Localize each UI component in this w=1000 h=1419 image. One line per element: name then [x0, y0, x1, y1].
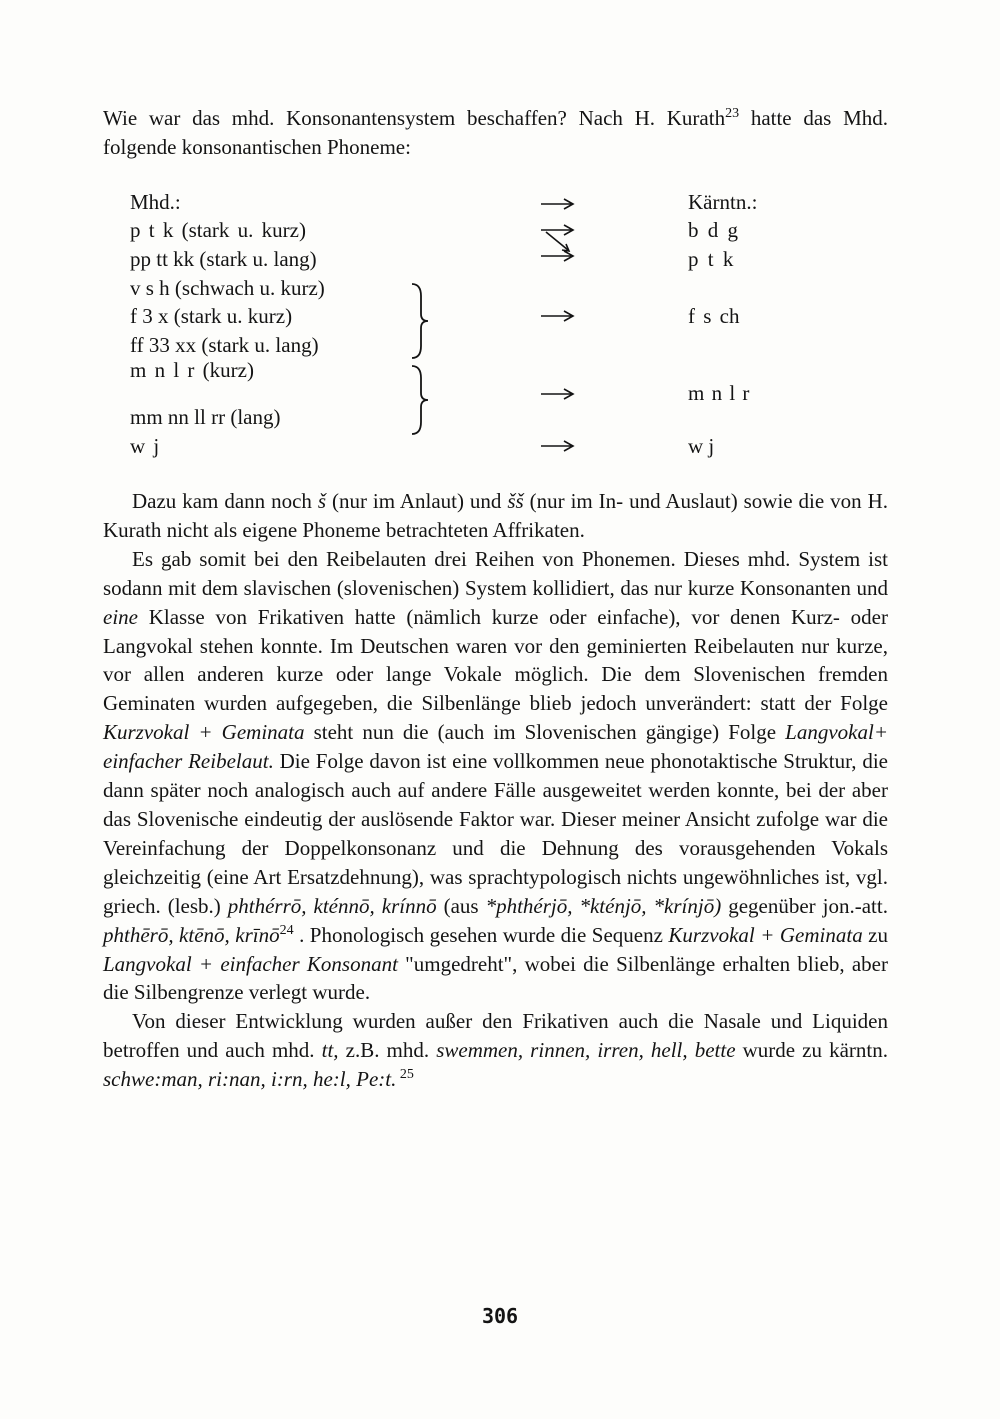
table-row-right: m n l r [688, 381, 750, 405]
text-run: Klasse von Frikativen hatte (nämlich kurze oder einfache), vor denen Kurz- oder Langvokal stehen konnte. Im Deutschen waren vor den geminierten Reibelauten nur kurze, vor allen anderen kurze oder lange Vokale möglich. Die dem Slovenischen fremden Geminaten wurden aufgegeben, die Silbenlänge blieb jedoch unverändert: statt der Folge [103, 604, 888, 716]
text-run: Von dieser Entwicklung wurden außer den Frikativen auch die Nasale und Liquiden betroffen und auch mhd. [103, 1009, 888, 1063]
text-run: (aus [436, 893, 486, 918]
arrow-right-icon [538, 436, 578, 456]
text-run: "umgedreht", wobei die Silbenlänge erhalten blieb, aber die Silbengrenze verlegt wurde. [103, 951, 888, 1005]
table-row-right: p t k [688, 247, 734, 271]
right-brace-icon [408, 282, 432, 360]
text-run: Dazu kam dann noch [132, 489, 318, 513]
table-row-left: p t k (stark u. kurz) [130, 218, 306, 242]
consonant-table [0, 0, 1000, 480]
text-run: phthérrō, kténnō, krínnō [227, 893, 437, 918]
text-run: šš [507, 489, 524, 513]
text-run: (nur im Anlaut) und [326, 489, 508, 513]
table-row-left: w j [130, 434, 160, 458]
text-run: Kurzvokal + Geminata [668, 922, 863, 947]
text-run: zu [862, 922, 888, 947]
text-run: (nur im In- und Auslaut) sowie die von H. Kurath nicht als eigene Phoneme betrachteten Affrikaten. [103, 489, 888, 542]
paragraph [103, 1007, 888, 1094]
paragraph [103, 487, 888, 545]
text-run: z.B. mhd. [338, 1038, 437, 1063]
intro-text-a: Wie war das mhd. Konsonantensystem beschaffen? Nach H. Kurath [103, 106, 726, 130]
table-row-left: v s h (schwach u. kurz) [130, 276, 325, 300]
table-row-left: m n l r (kurz) [130, 358, 254, 382]
text-run: wurde zu kärntn. [735, 1038, 888, 1063]
text-run: . Phonologisch gesehen wurde die Sequenz [293, 922, 669, 947]
table-row-left: mm nn ll rr (lang) [130, 405, 281, 429]
body-text [103, 487, 888, 1094]
table-head-kaerntn: Kärntn.: [688, 190, 758, 214]
arrow-right-icon [538, 306, 578, 326]
table-row-right: b d g [688, 218, 738, 242]
text-run: Langvokal + einfacher Konsonant [103, 951, 398, 976]
text-run: Kurzvokal + Geminata [103, 720, 305, 745]
table-row-left: f 3 x (stark u. kurz) [130, 304, 293, 328]
table-row-right: w j [688, 434, 715, 458]
text-run: tt, [321, 1038, 339, 1063]
footnote-ref-25[interactable]: 25 [396, 1067, 414, 1083]
table-head-mhd: Mhd.: [130, 190, 181, 214]
text-run: eine [103, 604, 138, 629]
text-run: *phthérjō, *kténjō, *krínjō) [485, 893, 722, 918]
crossing-arrows-icon [538, 220, 578, 270]
paragraph [103, 545, 888, 1008]
text-run: Langvokal+ einfacher Reibelaut. [103, 720, 888, 774]
table-row-left: pp tt kk (stark u. lang) [130, 247, 317, 271]
text-run: phthērō, ktēnō, krīnō [103, 922, 280, 947]
arrow-right-icon [538, 384, 578, 404]
text-run: steht nun die (auch im Slovenischen gängige) Folge [304, 720, 786, 745]
arrow-right-icon [538, 194, 578, 214]
table-row-left: ff 33 xx (stark u. lang) [130, 333, 319, 357]
footnote-ref-23[interactable]: 23 [725, 106, 740, 121]
right-brace-icon [408, 364, 432, 436]
table-row-right: f s ch [688, 304, 740, 328]
text-run: gegenüber jon.-att. [721, 893, 888, 918]
intro-text-b: hatte das Mhd. folgende konsonantischen Phoneme: [103, 106, 889, 159]
text-run: Die Folge davon ist eine vollkommen neue phonotaktische Struktur, die dann später noch analogisch auch auf andere Fälle ausgeweitet werden konnte, bei der aber das Slovenische eindeutig der auslösende Faktor war. Dieser meiner Ansicht zufolge war die Vereinfachung der Doppelkonsonanz und die Dehnung des vorausgehenden Vokals gleichzeitig (eine Art Ersatzdehnung), was sprachtypologisch nichts ungewöhnliches ist, vgl. griech. (lesb.) [103, 749, 889, 918]
text-run: š [317, 489, 327, 513]
text-run: schwe:man, ri:nan, i:rn, he:l, Pe:t. [103, 1067, 397, 1092]
footnote-ref-24[interactable]: 24 [279, 922, 294, 938]
text-run: Es gab somit bei den Reibelauten drei Reihen von Phonemen. Dieses mhd. System ist sodann mit dem slavischen (slovenischen) System kollidiert, das nur kurze Konsonanten und [103, 546, 888, 600]
page-number: 306 [481, 1304, 519, 1328]
text-run: swemmen, rinnen, irren, hell, bette [436, 1038, 736, 1063]
